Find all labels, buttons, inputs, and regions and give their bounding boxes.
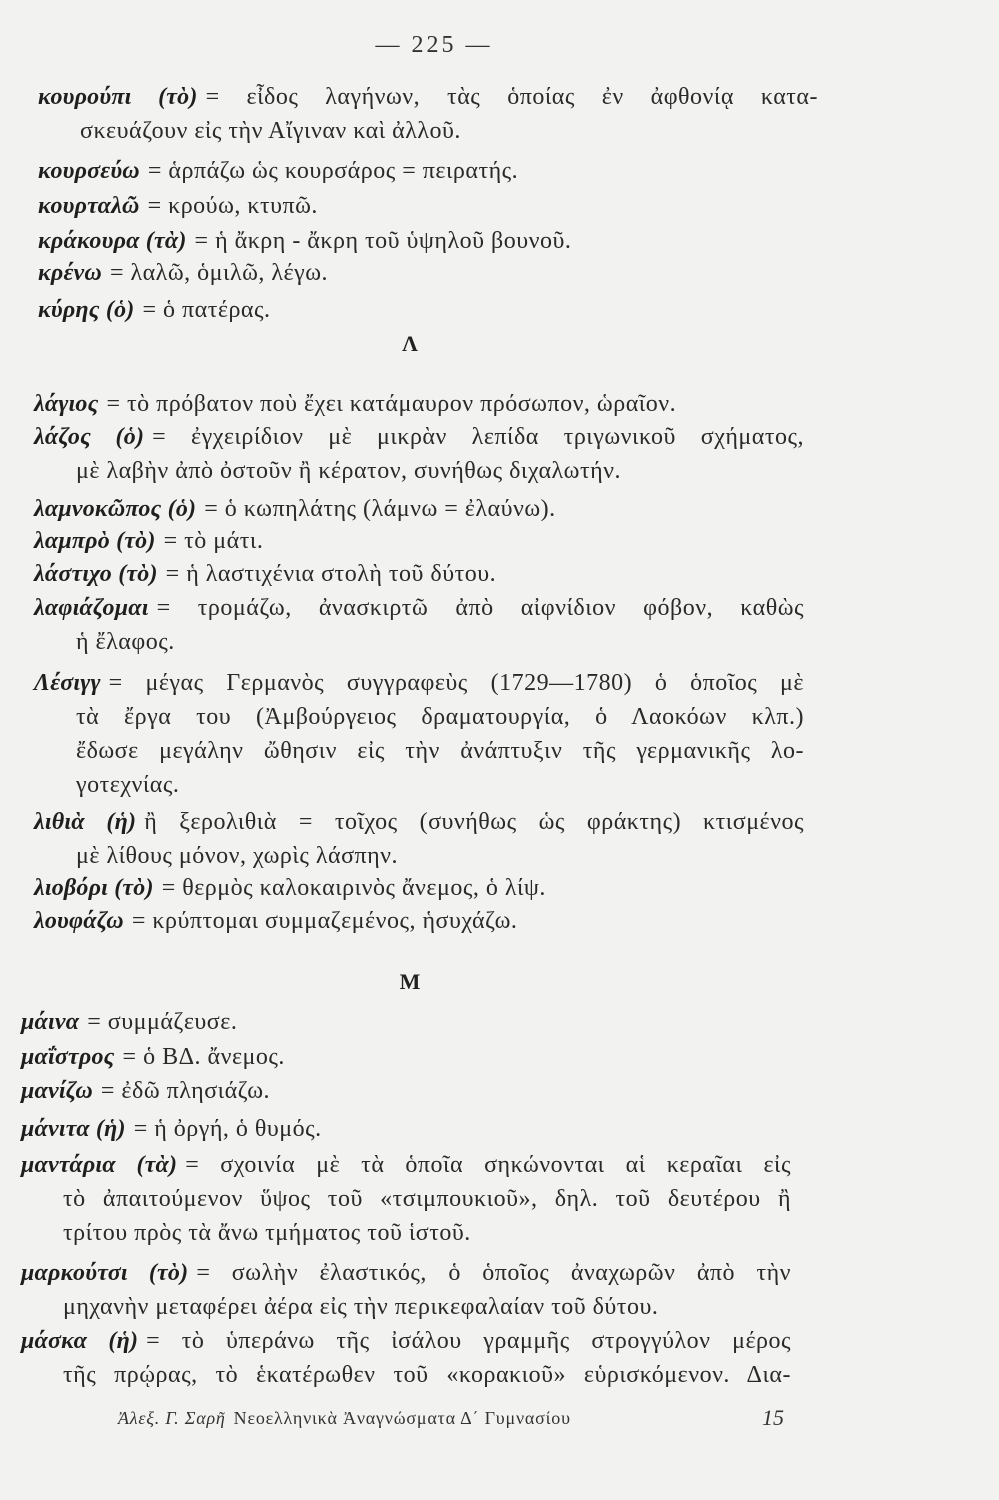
page-number: — 225 — — [375, 32, 493, 58]
headword: μαρκούτσι (τὸ) — [21, 1260, 189, 1286]
entry-line — [34, 625, 804, 659]
entry-line — [38, 189, 818, 223]
glossary-entry — [21, 1148, 791, 1250]
entry-line — [34, 524, 804, 558]
definition-text: = θερμὸς καλοκαιρινὸς ἄνεμος, ὁ λίψ. — [161, 875, 546, 901]
entry-line — [38, 114, 818, 148]
entry-line — [21, 1256, 791, 1290]
entry-line — [21, 1290, 791, 1324]
headword: λάζος (ὁ) — [34, 424, 145, 450]
entry-line — [21, 1148, 791, 1182]
definition-text: = ἐγχειρίδιον μὲ μικρὰν λεπίδα τριγωνικοῦ σχήματος, — [152, 424, 804, 450]
entry-line — [21, 1040, 791, 1074]
glossary-entry — [21, 1112, 791, 1146]
glossary-entry — [21, 1040, 791, 1074]
glossary-entry — [38, 189, 818, 223]
headword: κουρταλῶ — [38, 193, 140, 219]
entry-line — [21, 1005, 791, 1039]
headword: κρένω — [38, 260, 102, 286]
headword: κουρσεύω — [38, 158, 140, 184]
glossary-entry — [21, 1005, 791, 1039]
glossary-entry — [34, 591, 804, 659]
entry-line — [34, 734, 804, 768]
entry-line — [21, 1182, 791, 1216]
entry-line — [38, 80, 818, 114]
entry-line — [21, 1358, 791, 1392]
glossary-entry — [38, 293, 818, 327]
definition-text: = συμμάζευσε. — [87, 1009, 238, 1035]
definition-text: = ἡ λαστιχένια στολὴ τοῦ δύτου. — [165, 561, 497, 587]
entry-line — [34, 591, 804, 625]
glossary-entry — [34, 492, 804, 526]
definition-text: γοτεχνίας. — [76, 772, 180, 798]
definition-text: = ἡ ὀργή, ὁ θυμός. — [133, 1116, 322, 1142]
entry-line — [21, 1216, 791, 1250]
definition-text: = κρύπτομαι συμμαζεμένος, ἡσυχάζω. — [131, 908, 518, 934]
definition-text: ἡ ἔλαφος. — [76, 629, 175, 655]
definition-text: = σωλὴν ἐλαστικός, ὁ ὁποῖος ἀναχωρῶν ἀπὸ τὴν — [196, 1260, 791, 1286]
footer-citation — [118, 1404, 571, 1432]
headword: λιοβόρι (τὸ) — [34, 875, 154, 901]
entry-line — [21, 1324, 791, 1358]
headword: λαμνοκῶπος (ὁ) — [34, 496, 197, 522]
definition-text: μὲ λαβὴν ἀπὸ ὀστοῦν ἢ κέρατον, συνήθως διχαλωτήν. — [76, 458, 622, 484]
section-letter-lambda: Λ — [402, 331, 418, 356]
footer-title: Νεοελληνικὰ Ἀναγνώσματα Δ΄ Γυμνασίου — [233, 1408, 571, 1428]
definition-text: σκευάζουν εἰς τὴν Αἴγιναν καὶ ἀλλοῦ. — [80, 118, 461, 144]
glossary-entry — [34, 666, 804, 802]
glossary-entry — [34, 557, 804, 591]
definition-text: = ὁ ΒΔ. ἄνεμος. — [122, 1044, 285, 1070]
definition-text: = τὸ πρόβατον ποὺ ἔχει κατάμαυρον πρόσωπον, ὡραῖον. — [106, 391, 677, 417]
definition-text: = τὸ ὑπεράνω τῆς ἰσάλου γραμμῆς στρογγύλον μέρος — [146, 1328, 791, 1354]
entry-line — [34, 904, 804, 938]
headword: μανίζω — [21, 1078, 93, 1104]
definition-text: ἔδωσε μεγάλην ὤθησιν εἰς τὴν ἀνάπτυξιν τῆς γερμανικῆς λο- — [76, 738, 804, 764]
glossary-entry — [34, 904, 804, 938]
entry-line — [38, 154, 818, 188]
headword: μάνιτα (ἡ) — [21, 1116, 126, 1142]
definition-text: τὸ ἀπαιτούμενον ὕψος τοῦ «τσιμπουκιοῦ», δηλ. τοῦ δευτέρου ἢ — [63, 1186, 791, 1212]
headword: μάινα — [21, 1009, 80, 1035]
definition-text: = εἶδος λαγήνων, τὰς ὁποίας ἐν ἀφθονίᾳ κατα- — [205, 84, 819, 110]
definition-text: = λαλῶ, ὁμιλῶ, λέγω. — [109, 260, 328, 286]
definition-text: τρίτου πρὸς τὰ ἄνω τμήματος τοῦ ἱστοῦ. — [63, 1220, 471, 1246]
entry-line — [34, 871, 804, 905]
entry-line — [34, 768, 804, 802]
headword: λαμπρὸ (τὸ) — [34, 528, 156, 554]
entry-line — [34, 839, 804, 873]
entry-line — [34, 492, 804, 526]
glossary-entry — [21, 1256, 791, 1324]
definition-text: = μέγας Γερμανὸς συγγραφεὺς (1729—1780) ὁ ὁποῖος μὲ — [108, 670, 804, 696]
headword: λάγιος — [34, 391, 99, 417]
definition-text: = ὁ πατέρας. — [142, 297, 271, 323]
headword: λαφιάζομαι — [34, 595, 149, 621]
definition-text: τῆς πρῴρας, τὸ ἑκατέρωθεν τοῦ «κορακιοῦ» εὑρισκόμενον. Δια- — [63, 1362, 791, 1388]
glossary-entry — [34, 871, 804, 905]
entry-line — [34, 700, 804, 734]
headword: κράκουρα (τὰ) — [38, 228, 187, 254]
entry-line — [34, 387, 804, 421]
footer-author: Ἀλεξ. Γ. Σαρῆ — [118, 1408, 226, 1428]
headword: λουφάζω — [34, 908, 124, 934]
entry-line — [34, 805, 804, 839]
glossary-entry — [34, 524, 804, 558]
glossary-entry — [21, 1324, 791, 1392]
definition-text: = ὁ κωπηλάτης (λάμνω = ἐλαύνω). — [204, 496, 556, 522]
entry-line — [34, 454, 804, 488]
entry-line — [34, 557, 804, 591]
entry-line — [38, 293, 818, 327]
headword: μαΐστρος — [21, 1044, 115, 1070]
headword: κύρης (ὁ) — [38, 297, 135, 323]
glossary-entry — [34, 420, 804, 488]
glossary-entry — [21, 1074, 791, 1108]
definition-text: = τὸ μάτι. — [163, 528, 264, 554]
glossary-entry — [34, 387, 804, 421]
glossary-entry — [34, 805, 804, 873]
entry-line — [38, 224, 818, 258]
definition-text: = τρομάζω, ἀνασκιρτῶ ἀπὸ αἰφνίδιον φόβον, καθὼς — [156, 595, 804, 621]
entry-line — [34, 420, 804, 454]
definition-text: = σχοινία μὲ τὰ ὁποῖα σηκώνονται αἱ κεραῖαι εἰς — [185, 1152, 791, 1178]
section-letter-mu: Μ — [399, 969, 421, 994]
glossary-entry — [38, 154, 818, 188]
entry-line — [21, 1112, 791, 1146]
definition-text: μηχανὴν μεταφέρει ἀέρα εἰς τὴν περικεφαλαίαν τοῦ δύτου. — [63, 1294, 659, 1320]
definition-text: = ἡ ἄκρη - ἄκρη τοῦ ὑψηλοῦ βουνοῦ. — [194, 228, 572, 254]
headword: λιθιὰ (ἡ) — [34, 809, 137, 835]
glossary-entry — [38, 224, 818, 258]
definition-text: ἢ ξερολιθιὰ = τοῖχος (συνήθως ὡς φράκτης) κτισμένος — [144, 809, 804, 835]
entry-line — [34, 666, 804, 700]
definition-text: = ἐδῶ πλησιάζω. — [100, 1078, 271, 1104]
signature-mark: 15 — [762, 1405, 784, 1430]
definition-text: = κρούω, κτυπῶ. — [147, 193, 318, 219]
headword: κουρούπι (τὸ) — [38, 84, 198, 110]
headword: Λέσιγγ — [34, 670, 101, 696]
headword: μάσκα (ἡ) — [21, 1328, 139, 1354]
glossary-entry — [38, 80, 818, 148]
definition-text: τὰ ἔργα του (Ἀμβούργειος δραματουργία, ὁ Λαοκόων κλπ.) — [76, 704, 804, 730]
headword: λάστιχο (τὸ) — [34, 561, 158, 587]
definition-text: = ἁρπάζω ὡς κουρσάρος = πειρατής. — [147, 158, 519, 184]
glossary-entry — [38, 256, 818, 290]
headword: μαντάρια (τὰ) — [21, 1152, 178, 1178]
definition-text: μὲ λίθους μόνον, χωρὶς λάσπην. — [76, 843, 399, 869]
entry-line — [38, 256, 818, 290]
entry-line — [21, 1074, 791, 1108]
